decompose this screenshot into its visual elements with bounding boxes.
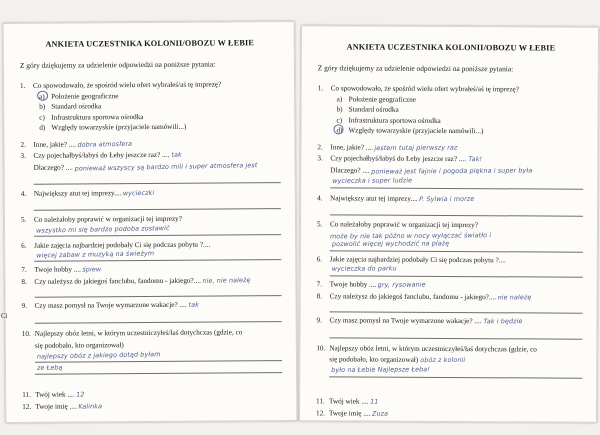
answer-5-line2-right: pozwolić więcej wychodzić na plażę	[331, 239, 450, 249]
question-9-text-left: Czy masz pomysł na Twoje wymarzone wakacje? ....	[34, 300, 187, 310]
question-1-number-left: 1.	[20, 81, 26, 90]
question-11-left	[22, 388, 282, 401]
answer-3b-right: ponieważ jest fajnie i pogoda piękna i super była	[371, 166, 533, 176]
question-7-right	[317, 279, 583, 291]
answer-line-4-right	[330, 205, 583, 216]
question-1-right	[317, 83, 583, 137]
page-title-left: ANKIETA UCZESTNIKA KOLONII/OBOZU W ŁEBIE	[45, 38, 255, 49]
answer-8-left: nie, nie należę	[202, 276, 251, 286]
question-3-number-left: 3.	[20, 152, 26, 161]
question-11-text-right: Twój wiek ....	[329, 397, 369, 406]
answer-11-right: 11	[370, 397, 379, 406]
option-d-left	[39, 121, 280, 133]
question-9-text-right: Czy masz pomysł na Twoje wymarzone wakacje? ....	[329, 316, 482, 325]
answer-line-3-right	[330, 187, 583, 189]
question-1-options-left	[39, 90, 280, 133]
question-7-left	[21, 263, 281, 276]
question-4-text-right: Największy atut tej imprezy....	[330, 194, 420, 203]
option-a-text-right: Położenie geograficzne	[348, 95, 416, 104]
answer-line-9-right	[329, 327, 582, 339]
question-list-right	[316, 83, 584, 420]
question-4-number-left: 4.	[20, 189, 27, 198]
question-7-number-right: 7.	[316, 280, 323, 289]
question-5-number-left: 5.	[20, 215, 27, 224]
answer-area-3c-right	[330, 177, 583, 190]
question-1-options-right	[336, 94, 583, 137]
answer-5-left: wszystko mi się bardzo podoba zostawić	[35, 223, 170, 235]
answer-line-4-left	[34, 199, 281, 211]
answer-5-line0-right: może by nie tak późno w nocy wyłączać światło i	[329, 230, 492, 240]
answer-line-3-left	[34, 173, 281, 185]
question-1-number-right: 1.	[317, 84, 324, 93]
answer-area-5-right	[330, 239, 583, 254]
question-12-number-left: 12.	[22, 402, 32, 412]
answer-line-10b-left	[35, 372, 282, 375]
question-9-right	[316, 315, 582, 327]
question-9-number-left: 9.	[21, 301, 28, 310]
question-2-number-right: 2.	[317, 142, 323, 151]
question-9-left	[22, 299, 282, 312]
question-3-text-right: Czy pojechałbyś/łabyś do Łeby jeszcze raz? ....	[330, 154, 467, 164]
question-1-left	[20, 79, 280, 133]
answer-8-right: nie należę	[497, 293, 532, 302]
option-a-label-left: a)	[39, 92, 45, 101]
option-d-right	[336, 126, 583, 138]
questionnaire-page-right	[299, 25, 599, 423]
question-11-text-left: Twój wiek ....	[35, 390, 75, 400]
question-3-left	[21, 149, 281, 162]
answer-area-10-line2-right	[329, 366, 582, 379]
answer-10-line1-left: najlepszy obóz z jakiego dotąd byłam	[36, 350, 161, 361]
question-2-left	[20, 138, 280, 151]
selected-option-circle-left	[37, 91, 48, 101]
question-10-left	[22, 327, 282, 340]
question-10b-text-right: się podobało, kto organizował)	[329, 355, 419, 365]
question-10-text-right: Najlepszy obóz letni, w którym uczestniczyłeś/łaś dotychczas (gdzie, co	[329, 343, 537, 353]
question-10-right	[316, 343, 582, 355]
answer-10-line2-left: ze Łebą	[36, 363, 63, 373]
answer-4-right: P. Sylwia i morze	[419, 194, 475, 204]
option-c-text-right: Infrastruktura sportowa ośrodka	[348, 116, 441, 125]
question-6-text-right: Jakie zajęcia najbardziej podobały Ci się podczas pobytu ?....	[329, 255, 506, 265]
question-7-text-left: Twoje hobby ....	[34, 265, 81, 275]
answer-12-right: Zuza	[372, 409, 389, 418]
question-5-text-right: Co należałoby poprawić w organizacji tej imprezy?	[329, 220, 478, 229]
question-1-text-left: Co spowodowało, że spośród wielu ofert wybrałeś/aś tę imprezę?	[33, 80, 222, 90]
answer-7-right: gry, rysowanie	[378, 280, 427, 290]
question-8-number-right: 8.	[316, 292, 323, 301]
option-b-label-left: b)	[39, 102, 46, 112]
option-d-text-right: Względy towarzyskie (przyjaciele namówili...)	[348, 126, 484, 136]
answer-4-left: wycieczki	[123, 188, 155, 198]
answer-6-left: więcej zabaw z muzyką na świeżym	[36, 249, 155, 260]
answer-12-left: Kalinka	[78, 402, 103, 411]
option-a-label-right: a)	[336, 95, 343, 104]
question-3-number-right: 3.	[317, 154, 323, 163]
question-10b-left	[22, 339, 282, 352]
answer-3-left: tak	[170, 151, 182, 160]
answer-10-line1-right: obóz z kolonii	[419, 356, 465, 365]
answer-line-8-right	[330, 303, 583, 313]
question-4-text-left: Największy atut tej imprezy....	[33, 189, 124, 198]
question-2-text-right: Inne, jakie? ....	[330, 142, 373, 152]
answer-line-5-right	[330, 251, 583, 253]
option-b-text-right: Standard ośrodka	[348, 105, 399, 114]
option-c-text-left: Infrastruktura sportowa ośrodka	[51, 112, 144, 122]
question-9-number-right: 9.	[316, 316, 322, 325]
question-6-text-left: Jakie zajęcia najbardziej podobały Ci się podczas pobytu ?....	[34, 240, 211, 250]
question-12-number-right: 12.	[315, 409, 326, 418]
option-d-text-left: Względy towarzyskie (przyjaciele namówili...)	[51, 122, 187, 132]
question-3b-text-right: Dlaczego? ....	[330, 166, 370, 175]
question-4-left	[21, 187, 281, 200]
question-3-text-left: Czy pojechałbyś/łabyś do Łeby jeszcze raz? ....	[33, 151, 170, 161]
option-a-text-left: Położenie geograficzne	[51, 92, 119, 101]
answer-line-6-right	[330, 276, 583, 278]
answer-9-left: tak	[188, 300, 199, 309]
question-5-text-left: Co należałoby poprawić w organizacji tej imprezy?	[33, 214, 182, 224]
question-3b-left	[21, 161, 281, 174]
question-3b-text-left: Dlaczego? ....	[33, 163, 73, 172]
answer-line-8-left	[34, 287, 281, 298]
question-7-text-right: Twoje hobby ....	[329, 280, 377, 289]
question-12-right	[316, 408, 582, 420]
answer-10-line2-right: było na Łebie Najlepsze Łeba!	[331, 365, 431, 375]
answer-3b-left: ponieważ wszyscy są bardzo mili i super atmosfera jest	[74, 161, 258, 173]
answer-line-9-left	[35, 311, 282, 324]
option-c-label-left: c)	[39, 113, 45, 122]
question-12-text-left: Twoje imię ....	[35, 402, 77, 411]
intro-text-right: Z góry dziękujemy za udzielenie odpowiedzi na poniższe pytania:	[317, 63, 514, 74]
question-1-text-right: Co spowodowało, że spośród wielu ofert wybrałeś/aś tę imprezę?	[330, 84, 519, 94]
intro-text-left: Z góry dziękujemy za udzielenie odpowiedzi na poniższe pytania:	[19, 59, 216, 70]
question-11-number-left: 11.	[22, 391, 31, 400]
question-10-text-left: Najlepszy obóz letni, w którym uczestniczyłeś/łaś dotychczas (gdzie, co	[34, 328, 243, 338]
question-8-right	[317, 291, 583, 303]
answer-3-right: Tak!	[467, 155, 482, 164]
question-4-number-right: 4.	[317, 194, 323, 203]
question-2-right	[317, 142, 583, 154]
question-5-right	[317, 219, 583, 242]
question-10b-text-left: się podobało, kto organizował)	[34, 340, 124, 350]
question-list-left	[20, 79, 282, 413]
question-10-number-left: 10.	[21, 329, 31, 338]
answer-11-left: 12	[76, 390, 85, 399]
question-7-number-left: 7.	[21, 266, 27, 275]
page-title-right: ANKIETA UCZESTNIKA KOLONII/OBOZU W ŁEBIE	[346, 42, 556, 53]
question-2-number-left: 2.	[20, 140, 26, 149]
question-12-left	[22, 400, 282, 413]
question-6-number-left: 6.	[21, 241, 27, 250]
answer-6-right: wycieczka do parku	[331, 264, 397, 273]
answer-area-6-left	[34, 250, 281, 263]
question-11-number-right: 11.	[316, 397, 325, 406]
question-10-number-right: 10.	[316, 343, 326, 352]
option-b-label-right: b)	[336, 105, 343, 114]
answer-line-5-left	[34, 234, 281, 237]
question-12-text-right: Twoje imię ....	[328, 409, 371, 418]
questionnaire-page-left	[3, 21, 298, 423]
option-d-label-right: d)	[336, 126, 343, 135]
option-d-label-left: d)	[39, 123, 46, 132]
answer-7-left: śpiew	[82, 265, 102, 274]
question-2-text-left: Inne, jakie? ....	[33, 140, 76, 149]
answer-9-right: Tak i będzie	[483, 316, 523, 326]
answer-3c-right: wycieczka i super ludzie	[332, 176, 413, 185]
question-11-right	[316, 396, 582, 408]
question-8-text-left: Czy należysz do jakiegoś fanclubu, fandomu - jakiego?....	[34, 276, 201, 286]
answer-2-right: jestem tutaj pierwszy raz	[374, 143, 458, 152]
question-3-right	[317, 154, 583, 166]
answer-area-5-left	[34, 225, 281, 238]
answer-line-6-left	[34, 259, 281, 262]
question-6-number-right: 6.	[316, 255, 323, 264]
answer-2-left: dobra atmosfera	[77, 139, 133, 149]
answer-area-10-line2-left	[35, 362, 282, 376]
left-edge-note: Ci	[1, 312, 8, 320]
answer-area-6-right	[330, 264, 583, 279]
answer-line-10-right	[329, 376, 582, 378]
question-8-left	[21, 275, 281, 288]
question-4-right	[317, 193, 583, 205]
question-8-number-left: 8.	[21, 277, 27, 287]
question-8-text-right: Czy należysz do jakiegoś fanclubu, fandomu - jakiego?....	[329, 292, 497, 302]
option-b-text-left: Standard ośrodka	[51, 102, 102, 111]
option-c-label-right: c)	[336, 116, 343, 125]
question-5-number-right: 5.	[316, 220, 323, 229]
